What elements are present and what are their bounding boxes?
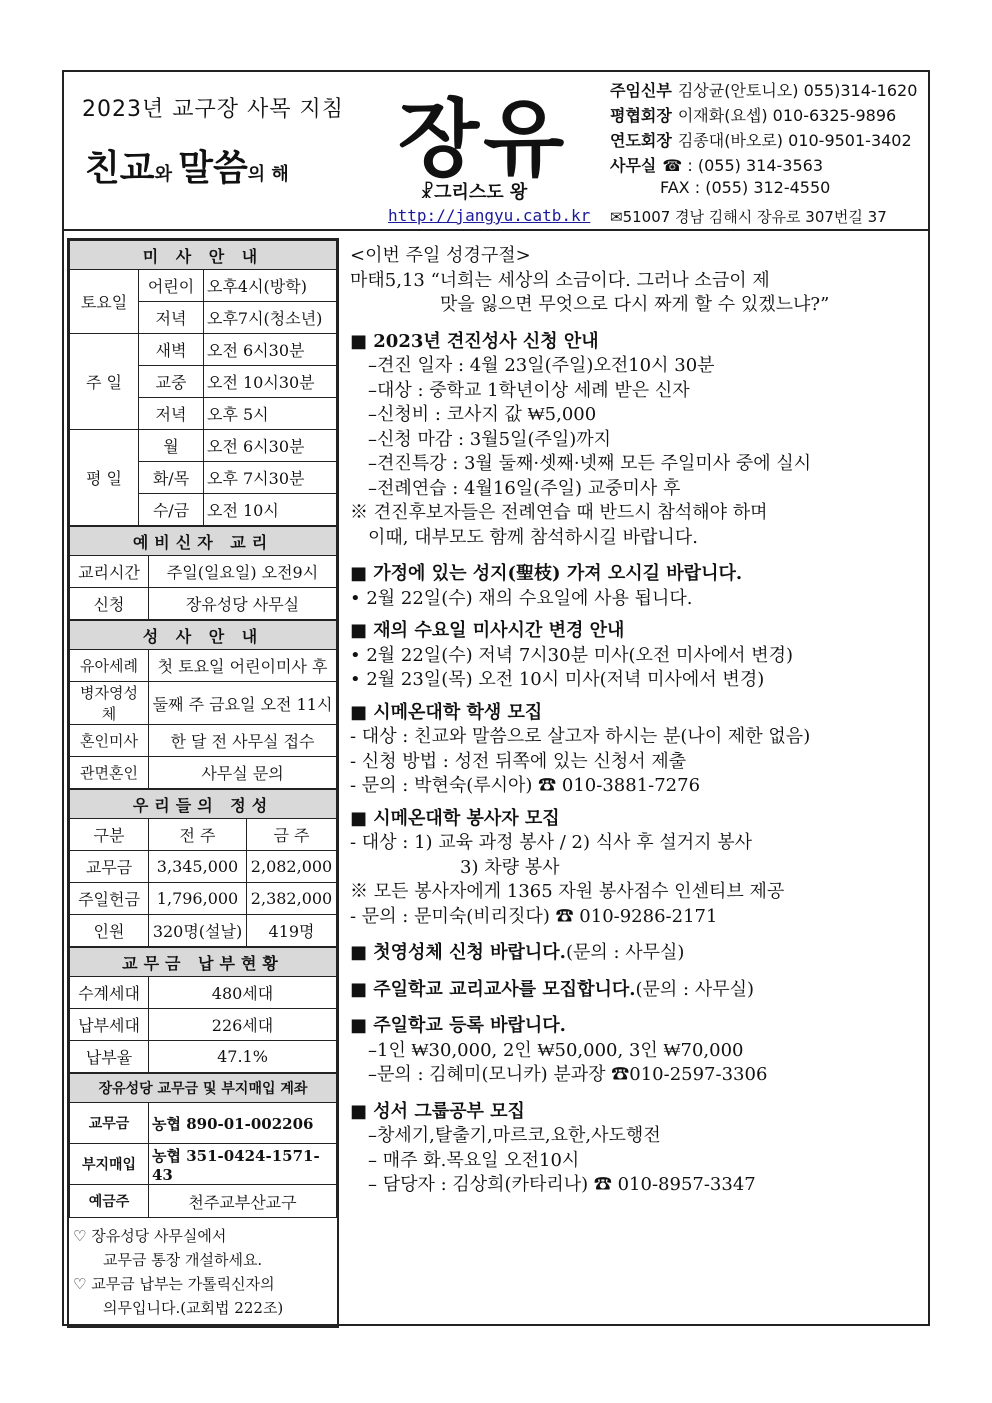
table-row (70, 1103, 337, 1144)
row-value: 장유성당 사무실 (149, 588, 337, 620)
confirmation-details (350, 354, 922, 501)
table-row (70, 1009, 337, 1041)
row-label: 교리시간 (70, 556, 149, 588)
list-item: • 2월 22일(수) 재의 수요일에 사용 됩니다. (350, 587, 693, 609)
motto-word: 친교 (85, 147, 155, 189)
table-header: 예비신자 교리 (70, 527, 337, 556)
list-item: - 신청 방법 : 성전 뒤쪽에 있는 신청서 제출 (350, 750, 687, 772)
simeon-student-details (350, 725, 922, 799)
contact-line (660, 178, 830, 197)
list-item: –견진특강 : 3월 둘째·셋째·넷째 모든 주일미사 중에 실시 (368, 453, 812, 474)
row-label: 예금주 (70, 1185, 149, 1218)
list-item: –1인 ₩30,000, 2인 ₩50,000, 3인 ₩70,000 (368, 1039, 744, 1061)
confirmation-note: 이때, 대부모도 함께 참석하시길 바랍니다. (368, 526, 698, 548)
row-label: 신청 (70, 588, 149, 620)
table-row (70, 883, 337, 915)
mass-time: 오후4시(방학) (204, 270, 337, 302)
contact-value: ☎ : (055) 314-3563 (662, 156, 824, 175)
contact-line (610, 128, 912, 151)
offering-table (69, 789, 337, 947)
confirmation-note: ※ 견진후보자들은 전례연습 때 반드시 참석해야 하며 (350, 502, 768, 523)
info-sidebar (67, 238, 339, 1328)
table-header-row (70, 241, 337, 270)
row-value: 주일(일요일) 오전9시 (149, 556, 337, 588)
column-header: 구분 (70, 819, 149, 851)
table-header-row (70, 1074, 337, 1103)
list-item: –신청비 : 코사지 값 ₩5,000 (368, 404, 597, 425)
mass-slot: 저녁 (139, 302, 204, 334)
row-label: 납부세대 (70, 1009, 149, 1041)
list-item: • 2월 23일(목) 오전 10시 미사(저녁 미사에서 변경) (350, 669, 765, 690)
table-cell: 419명 (247, 915, 337, 947)
row-value: 농협 890-01-002206 (149, 1103, 337, 1144)
contact-value: 김상균(안토니오) 055)314-1620 (677, 81, 918, 100)
column-header: 금 주 (247, 819, 337, 851)
section-title: ■ 재의 수요일 미사시간 변경 안내 (350, 620, 625, 641)
list-item: - 대상 : 친교와 말씀으로 살고자 하시는 분(나이 제한 없음) (350, 726, 811, 747)
mass-time: 오후7시(청소년) (204, 302, 337, 334)
list-item: – 담당자 : 김상희(카타리나) ☎ 010-8957-3347 (368, 1174, 756, 1195)
row-value: 농협 351-0424-1571-43 (149, 1144, 337, 1185)
table-row (70, 725, 337, 757)
contact-value: 이재화(요셉) 010-6325-9896 (677, 106, 897, 125)
address: ✉51007 경남 김해시 장유로 307번길 37 (610, 208, 887, 226)
contact-role: 평협회장 (610, 106, 672, 125)
list-item: ※ 모든 봉사자에게 1365 자원 봉사점수 인센티브 제공 (350, 881, 785, 902)
table-row (70, 757, 337, 789)
gospel-title: <이번 주일 성경구절> (350, 245, 531, 266)
table-header-row (70, 621, 337, 650)
row-value: 사무실 문의 (149, 757, 337, 789)
table-row (70, 556, 337, 588)
mass-slot: 수/금 (139, 494, 204, 526)
row-label: 인원 (70, 915, 149, 947)
mass-time: 오전 10시30분 (204, 366, 337, 398)
row-value: 47.1% (149, 1041, 337, 1073)
list-item: –창세기,탈출기,마르코,요한,사도행전 (368, 1125, 661, 1146)
note-line: 의무입니다.(교회법 222조) (103, 1299, 284, 1317)
row-label: 병자영성체 (70, 682, 149, 725)
row-value: 천주교부산교구 (149, 1185, 337, 1218)
feast-name: ☧그리스도 왕 (420, 182, 528, 203)
section-title: ■ 시메온대학 봉사자 모집 (350, 807, 560, 829)
contact-value: FAX : (055) 312-4550 (660, 178, 831, 197)
contact-role: 연도회장 (610, 131, 672, 150)
table-row (70, 1144, 337, 1185)
table-row (70, 588, 337, 620)
mass-day: 주 일 (70, 334, 139, 430)
row-label: 납부율 (70, 1041, 149, 1073)
table-row (70, 915, 337, 947)
table-row (70, 650, 337, 682)
mass-slot: 저녁 (139, 398, 204, 430)
list-item: - 문의 : 문미숙(비리짓다) ☎ 010-9286-2171 (350, 905, 718, 927)
account-table (69, 1073, 337, 1218)
mass-time: 오전 6시30분 (204, 430, 337, 462)
section-title: ■ 2023년 견진성사 신청 안내 (350, 330, 599, 352)
row-label: 혼인미사 (70, 725, 149, 757)
mass-time: 오후 7시30분 (204, 462, 337, 494)
table-header-row (70, 948, 337, 977)
motto-word: 말씀 (178, 147, 248, 189)
website-link[interactable]: http://jangyu.catb.kr (388, 206, 591, 225)
table-row (70, 819, 337, 851)
ash-wednesday-details (350, 644, 922, 693)
row-label: 부지매입 (70, 1144, 149, 1185)
row-label: 수계세대 (70, 977, 149, 1009)
list-item: - 문의 : 박현숙(루시아) ☎ 010-3881-7276 (350, 775, 701, 796)
table-row (70, 270, 337, 302)
row-value: 첫 토요일 어린이미사 후 (149, 650, 337, 682)
table-header-row (70, 527, 337, 556)
table-row (70, 851, 337, 883)
gospel-line: 마태5,13 “너희는 세상의 소금이다. 그러나 소금이 제 (350, 269, 770, 291)
header-divider (62, 229, 930, 231)
catechumen-table (69, 526, 337, 620)
mass-day: 평 일 (70, 430, 139, 526)
row-label: 유아세례 (70, 650, 149, 682)
row-label: 교무금 (70, 1103, 149, 1144)
list-item: –신청 마감 : 3월5일(주일)까지 (368, 428, 612, 450)
motto-word: 와 (154, 164, 179, 185)
list-item: –견진 일자 : 4월 23일(주일)오전10시 30분 (368, 355, 715, 376)
section-note: (문의 : 사무실) (635, 978, 755, 1000)
table-cell: 2,082,000 (247, 851, 337, 883)
table-header: 우리들의 정성 (70, 790, 337, 819)
row-value: 둘째 주 금요일 오전 11시 (149, 682, 337, 725)
mass-slot: 화/목 (139, 462, 204, 494)
mass-day: 토요일 (70, 270, 139, 334)
sacrament-table (69, 620, 337, 789)
mass-time: 오후 5시 (204, 398, 337, 430)
table-cell: 1,796,000 (149, 883, 247, 915)
section-title: ■ 주일학교 등록 바랍니다. (350, 1015, 566, 1036)
bible-study-details (350, 1124, 922, 1198)
table-row (70, 1185, 337, 1218)
list-item: – 매주 화.목요일 오전10시 (368, 1149, 580, 1171)
contact-line (610, 78, 917, 101)
row-label: 관면혼인 (70, 757, 149, 789)
mass-time: 오전 10시 (204, 494, 337, 526)
list-item: –문의 : 김혜미(모니카) 분과장 ☎010-2597-3306 (368, 1064, 768, 1085)
newsletter-title: 장유 (398, 90, 569, 188)
table-row (70, 977, 337, 1009)
motto-word: 의 해 (247, 164, 289, 185)
column-header: 전 주 (149, 819, 247, 851)
note-line: 교무금 통장 개설하세요. (103, 1251, 263, 1269)
mass-slot: 어린이 (139, 270, 204, 302)
mass-slot: 월 (139, 430, 204, 462)
contact-value: 김종대(바오로) 010-9501-3402 (677, 131, 912, 150)
table-cell: 320명(설날) (149, 915, 247, 947)
announcements (350, 244, 922, 1198)
row-label: 주일헌금 (70, 883, 149, 915)
table-header: 장유성당 교무금 및 부지매입 계좌 (70, 1074, 337, 1103)
section-title: ■ 주일학교 교리교사를 모집합니다. (350, 978, 636, 1000)
list-item: –대상 : 중학교 1학년이상 세례 받은 신자 (368, 379, 690, 401)
gospel-line: 맛을 잃으면 무엇으로 다시 짜게 할 수 있겠느냐?” (440, 294, 830, 315)
table-row (70, 334, 337, 366)
contact-line (610, 103, 896, 126)
section-title: ■ 시메온대학 학생 모집 (350, 701, 543, 723)
note-line: ♡ 장유성당 사무실에서 (73, 1227, 227, 1245)
motto-title (85, 140, 289, 191)
row-label: 교무금 (70, 851, 149, 883)
mass-time: 오전 6시30분 (204, 334, 337, 366)
section-title: ■ 성서 그룹공부 모집 (350, 1100, 525, 1122)
contact-role: 주임신부 (610, 81, 672, 100)
mass-schedule-table (69, 240, 337, 526)
mass-slot: 새벽 (139, 334, 204, 366)
table-cell: 3,345,000 (149, 851, 247, 883)
table-row (70, 1041, 337, 1073)
row-value: 480세대 (149, 977, 337, 1009)
motto-year: 2023년 교구장 사목 지침 (82, 97, 344, 122)
table-row (70, 682, 337, 725)
sidebar-notes (69, 1218, 337, 1326)
contact-line (610, 153, 823, 176)
table-row (70, 430, 337, 462)
list-item: - 대상 : 1) 교육 과정 봉사 / 2) 식사 후 설거지 봉사 (350, 832, 753, 853)
table-header-row (70, 790, 337, 819)
list-item: –전례연습 : 4월16일(주일) 교중미사 후 (368, 477, 681, 499)
section-title: ■ 가정에 있는 성지(聖枝) 가져 오시길 바랍니다. (350, 563, 743, 584)
table-cell: 2,382,000 (247, 883, 337, 915)
table-header: 성 사 안 내 (70, 621, 337, 650)
table-header: 미 사 안 내 (70, 241, 337, 270)
section-note: (문의 : 사무실) (565, 942, 685, 963)
note-line: ♡ 교무금 납부는 가톨릭신자의 (73, 1275, 275, 1293)
sunday-school-details (350, 1039, 922, 1088)
mass-slot: 교중 (139, 366, 204, 398)
section-title: ■ 첫영성체 신청 바랍니다. (350, 942, 566, 963)
dues-table (69, 947, 337, 1073)
contact-role: 사무실 (610, 156, 657, 175)
table-header: 교무금 납부현황 (70, 948, 337, 977)
row-value: 226세대 (149, 1009, 337, 1041)
row-value: 한 달 전 사무실 접수 (149, 725, 337, 757)
list-item: • 2월 22일(수) 저녁 7시30분 미사(오전 미사에서 변경) (350, 644, 794, 666)
list-item: 3) 차량 봉사 (460, 856, 560, 878)
